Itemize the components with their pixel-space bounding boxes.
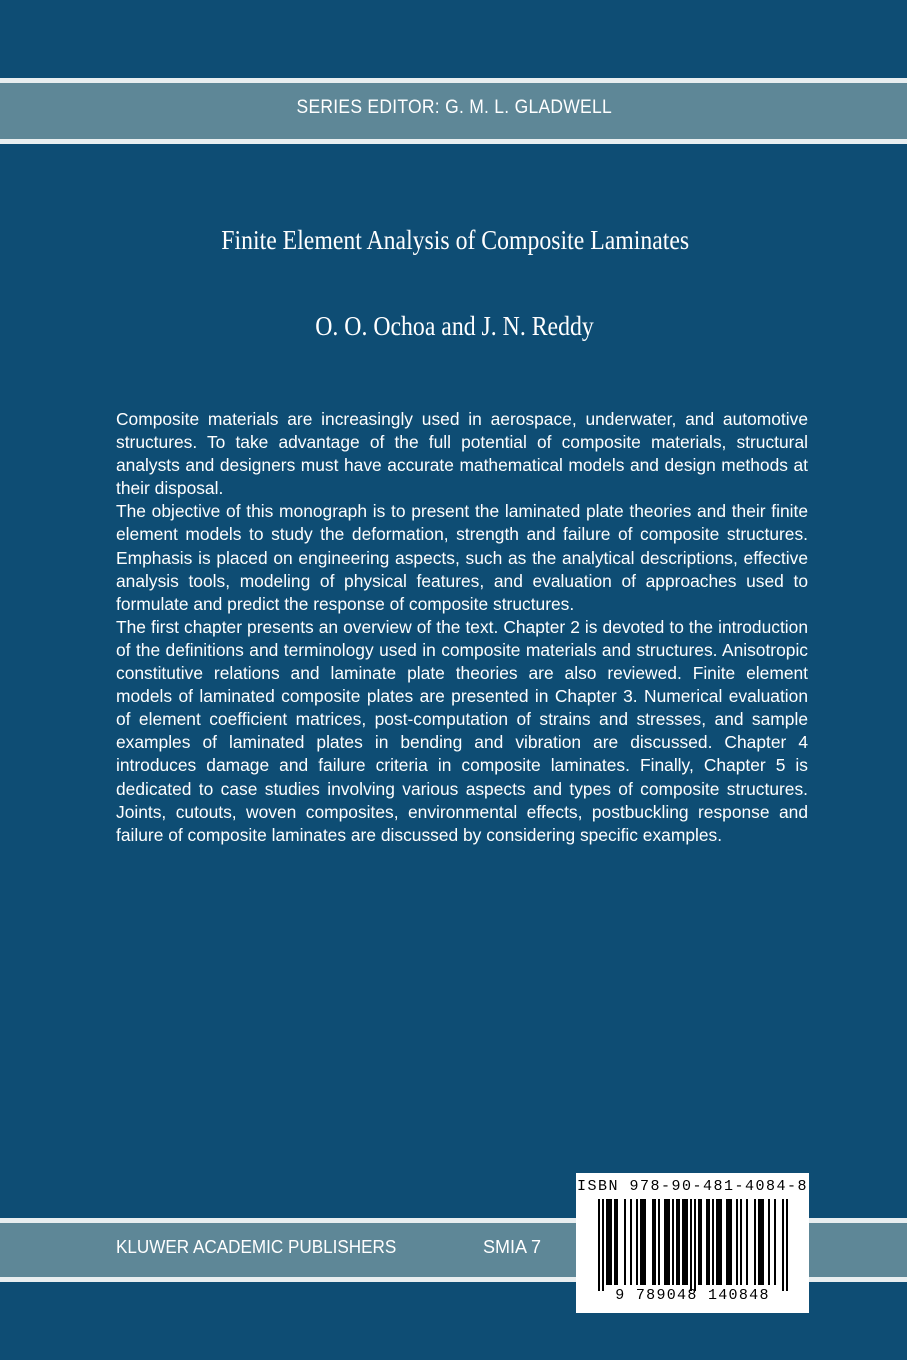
series-code: SMIA 7: [483, 1237, 542, 1257]
barcode-bar: [598, 1199, 600, 1291]
barcode-bar: [708, 1199, 710, 1285]
barcode-bar: [712, 1199, 714, 1285]
barcode-bar: [762, 1199, 764, 1285]
barcode-bar: [718, 1199, 720, 1285]
barcode-bar: [642, 1199, 644, 1285]
barcode-bar: [758, 1199, 760, 1285]
barcode-bar: [608, 1199, 610, 1285]
barcode-bar: [730, 1199, 732, 1285]
barcode-bar: [720, 1199, 722, 1285]
publisher-name: KLUWER ACADEMIC PUBLISHERS: [116, 1237, 397, 1257]
barcode-bar: [652, 1199, 654, 1285]
barcode-bar: [666, 1199, 668, 1285]
barcode-bar: [624, 1199, 626, 1285]
series-editor: SERIES EDITOR: G. M. L. GLADWELL: [296, 97, 612, 118]
barcode-bar: [706, 1199, 708, 1285]
book-abstract: [116, 408, 808, 847]
barcode-bar: [644, 1199, 646, 1285]
barcode-bar: [672, 1199, 674, 1285]
barcode-bar: [678, 1199, 680, 1285]
barcode-bar: [740, 1199, 742, 1285]
barcode-bar: [664, 1199, 666, 1285]
barcode-bar: [636, 1199, 638, 1285]
barcode-bar: [676, 1199, 678, 1285]
barcode-bar: [698, 1199, 700, 1285]
barcode-bar: [760, 1199, 762, 1285]
barcode-bar: [668, 1199, 670, 1285]
barcode-bar: [684, 1199, 686, 1285]
barcode-bar: [616, 1199, 618, 1285]
isbn-barcode-box: [576, 1173, 809, 1313]
abstract-paragraph: The objective of this monograph is to present the laminated plate theories and their finite element models to study the deformation, strength and failure of composite structures. Emphasis is placed on engineering aspects, such as the analytical descriptions, effective analysis tools, modeling of physical features, and evaluation of approaches used to formulate and predict the response of composite structures.: [116, 501, 808, 614]
barcode-bar: [602, 1199, 604, 1291]
barcode-bar: [658, 1199, 660, 1285]
book-title: Finite Element Analysis of Composite Laminates: [221, 225, 690, 255]
isbn-label: ISBN 978-90-481-4084-8: [576, 1178, 809, 1195]
barcode-bar: [614, 1199, 616, 1285]
barcode-bar: [774, 1199, 776, 1285]
barcode-bar: [786, 1199, 788, 1291]
barcode-bar: [754, 1199, 756, 1285]
abstract-paragraph: The first chapter presents an overview of the text. Chapter 2 is devoted to the introduction of the definitions and terminology used in composite materials and structures. Anisotropic constitutive relations and laminate plate theories are also reviewed. Finite element models of laminated composite plates are presented in Chapter 3. Numerical evaluation of element coefficient matrices, post-computation of strains and stresses, and sample examples of laminated plates in bending and vibration are discussed. Chapter 4 introduces damage and failure criteria in composite laminates. Finally, Chapter 5 is dedicated to case studies involving various aspects and types of composite structures. Joints, cutouts, woven composites, environmental effects, postbuckling response and failure of composite laminates are discussed by considering specific examples.: [116, 616, 808, 845]
barcode-bar: [690, 1199, 692, 1291]
barcode-bar: [728, 1199, 730, 1285]
barcode-bar: [606, 1199, 608, 1285]
barcode-digits: 9 789048 140848: [615, 1287, 770, 1304]
barcode-bar: [694, 1199, 696, 1291]
barcode-bar: [726, 1199, 728, 1285]
barcode-bar: [686, 1199, 688, 1285]
barcode-bar: [768, 1199, 770, 1285]
barcode-bar: [630, 1199, 632, 1285]
barcode-bar: [746, 1199, 748, 1285]
barcode-bar: [736, 1199, 738, 1285]
barcode-bar: [610, 1199, 612, 1285]
barcode-bar: [640, 1199, 642, 1285]
barcode-bar: [682, 1199, 684, 1285]
barcode-bar: [716, 1199, 718, 1285]
barcode-bar: [700, 1199, 702, 1285]
book-authors: O. O. Ochoa and J. N. Reddy: [315, 311, 594, 341]
barcode-bar: [654, 1199, 656, 1285]
barcode-bar: [782, 1199, 784, 1291]
abstract-paragraph: Composite materials are increasingly used in aerospace, underwater, and automotive structures. To take advantage of the full potential of composite materials, structural analysts and designers must have accurate mathematical models and design methods at their disposal.: [116, 409, 808, 499]
